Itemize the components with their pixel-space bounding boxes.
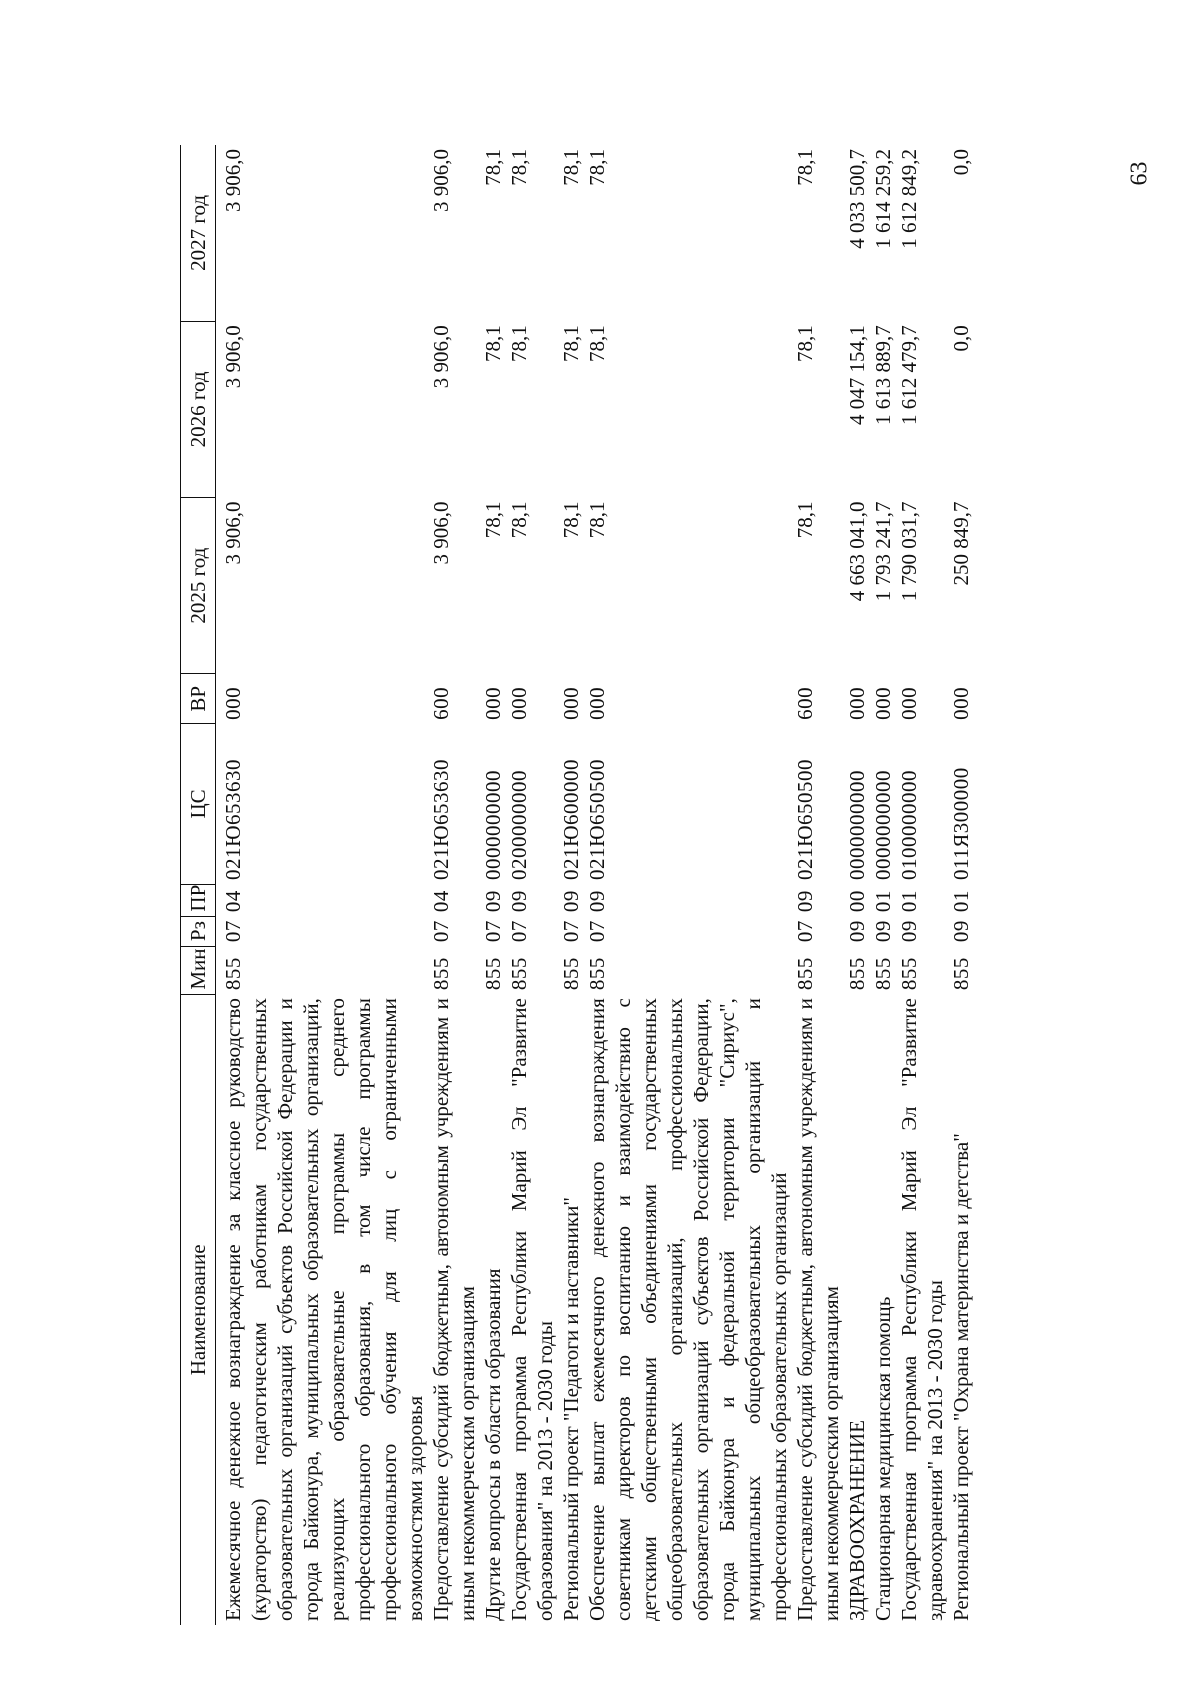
row-name: Региональный проект "Педагоги и наставники": [559, 1197, 583, 1621]
row-pr: 04: [429, 890, 453, 913]
row-rz: 07: [793, 920, 817, 943]
header-2027: 2027 год: [181, 145, 216, 321]
row-2027: 0,0: [949, 149, 973, 176]
row-rz: 09: [897, 920, 921, 943]
header-2026: 2026 год: [181, 321, 216, 497]
row-vr: 000: [507, 686, 531, 720]
row-name: Региональный проект "Охрана материнства и детства": [949, 1133, 973, 1621]
row-rz: 07: [221, 920, 245, 943]
header-2025: 2025 год: [181, 498, 216, 674]
row-name: Предоставление субсидий бюджетным, автономным учреждениям и иным некоммерческим организациям: [793, 998, 843, 1621]
row-vr: 600: [793, 686, 817, 720]
row-name: Обеспечение выплат ежемесячного денежного вознаграждения советникам директоров по воспитанию и взаимодействию с детскими общественными объединениями государственных общеобразовательных организаций, профессиональных образовательных организаций субъектов Российской Федерации, города Байконура и федеральной территории "Сириус", муниципальных общеобразовательных организаций и профессиональных образовательных организаций: [585, 998, 791, 1621]
row-cs: 0000000000: [871, 770, 895, 881]
row-2025: 78,1: [481, 501, 505, 539]
row-min: 855: [429, 957, 453, 991]
row-rz: 09: [845, 920, 869, 943]
row-2027: 3 906,0: [221, 149, 245, 212]
row-rz: 07: [559, 920, 583, 943]
row-name: Государственная программа Республики Марий Эл "Развитие здравоохранения" на 2013 - 2030 годы: [897, 998, 947, 1621]
row-2027: 78,1: [585, 149, 609, 186]
row-name: Стационарная медицинская помощь: [871, 1296, 895, 1621]
row-2027: 78,1: [559, 149, 583, 186]
row-cs: 021Ю600000: [559, 758, 583, 881]
row-vr: 000: [221, 686, 245, 720]
row-min: 855: [559, 957, 583, 991]
row-2027: 78,1: [507, 149, 531, 186]
row-2025: 3 906,0: [429, 501, 453, 565]
row-2026: 78,1: [793, 325, 817, 363]
row-vr: 000: [559, 686, 583, 720]
row-name: Другие вопросы в области образования: [481, 1268, 505, 1621]
table-row: [870, 145, 896, 1625]
row-pr: 00: [845, 890, 869, 913]
row-rz: 07: [481, 920, 505, 943]
budget-table: [180, 145, 974, 1625]
row-vr: 000: [871, 686, 895, 720]
row-cs: 0000000000: [845, 770, 869, 881]
header-pr: ПР: [181, 884, 216, 916]
header-vr: ВР: [181, 674, 216, 724]
row-name: Ежемесячное денежное вознаграждение за классное руководство (кураторство) педагогическим работникам государственных образовательных организаций субъектов Российской Федерации и города Байконура, муниципальных образовательных организаций, реализующих образовательные программы среднего профессионального образования, в том числе программы профессионального обучения для лиц с ограниченными возможностями здоровья: [221, 998, 427, 1621]
row-2026: 3 906,0: [221, 325, 245, 389]
row-rz: 07: [507, 920, 531, 943]
row-2026: 3 906,0: [429, 325, 453, 389]
row-min: 855: [845, 957, 869, 991]
row-min: 855: [221, 957, 245, 991]
header-name: Наименование: [181, 994, 216, 1625]
row-2025: 4 663 041,0: [845, 501, 869, 602]
table-row: [428, 145, 480, 1625]
table-row: [216, 145, 429, 1625]
row-min: 855: [871, 957, 895, 991]
row-cs: 0000000000: [481, 770, 505, 881]
row-rz: 07: [429, 920, 453, 943]
table-row: [948, 145, 974, 1625]
row-pr: 09: [585, 890, 609, 913]
row-2026: 0,0: [949, 325, 973, 352]
row-vr: 000: [845, 686, 869, 720]
rotated-document-sheet: [180, 65, 1200, 1625]
row-2026: 78,1: [507, 325, 531, 363]
row-pr: 01: [871, 890, 895, 913]
row-2027: 78,1: [481, 149, 505, 186]
table-header-row: [181, 145, 216, 1625]
row-2027: 1 614 259,2: [871, 149, 895, 249]
row-pr: 09: [559, 890, 583, 913]
row-2026: 1 613 889,7: [871, 325, 895, 426]
row-pr: 09: [793, 890, 817, 913]
row-vr: 000: [949, 686, 973, 720]
row-min: 855: [949, 957, 973, 991]
table-row: [844, 145, 870, 1625]
row-min: 855: [897, 957, 921, 991]
header-min: Мин: [181, 946, 216, 994]
row-cs: 021Ю653630: [429, 758, 453, 881]
row-2025: 3 906,0: [221, 501, 245, 565]
row-pr: 01: [949, 890, 973, 913]
row-2026: 78,1: [481, 325, 505, 363]
row-2026: 78,1: [585, 325, 609, 363]
row-cs: 0100000000: [897, 770, 921, 881]
row-cs: 011Я300000: [949, 767, 973, 881]
row-rz: 09: [871, 920, 895, 943]
table-row: [896, 145, 948, 1625]
row-min: 855: [481, 957, 505, 991]
table-row: [480, 145, 506, 1625]
row-pr: 04: [221, 890, 245, 913]
row-vr: 000: [897, 686, 921, 720]
row-2027: 3 906,0: [429, 149, 453, 212]
row-2027: 78,1: [793, 149, 817, 186]
row-2025: 78,1: [559, 501, 583, 539]
page-number: 63: [1126, 161, 1153, 186]
row-pr: 09: [481, 890, 505, 913]
row-pr: 09: [507, 890, 531, 913]
row-vr: 000: [481, 686, 505, 720]
row-2026: 1 612 479,7: [897, 325, 921, 426]
row-2025: 78,1: [507, 501, 531, 539]
row-vr: 000: [585, 686, 609, 720]
table-row: [506, 145, 558, 1625]
row-name: Государственная программа Республики Марий Эл "Развитие образования" на 2013 - 2030 годы: [507, 998, 557, 1621]
row-min: 855: [793, 957, 817, 991]
row-2027: 1 612 849,2: [897, 149, 921, 249]
row-cs: 021Ю650500: [585, 758, 609, 881]
row-rz: 09: [949, 920, 973, 943]
row-2025: 78,1: [793, 501, 817, 539]
row-min: 855: [507, 957, 531, 991]
row-cs: 021Ю653630: [221, 758, 245, 881]
row-2026: 4 047 154,1: [845, 325, 869, 426]
row-name: ЗДРАВООХРАНЕНИЕ: [845, 1420, 869, 1621]
row-vr: 600: [429, 686, 453, 720]
row-min: 855: [585, 957, 609, 991]
table-row: [584, 145, 792, 1625]
row-2025: 78,1: [585, 501, 609, 539]
header-rz: Рз: [181, 916, 216, 946]
row-2025: 250 849,7: [949, 501, 973, 586]
header-cs: ЦС: [181, 724, 216, 884]
row-pr: 01: [897, 890, 921, 913]
row-2025: 1 793 241,7: [871, 501, 895, 602]
row-rz: 07: [585, 920, 609, 943]
row-2025: 1 790 031,7: [897, 501, 921, 602]
table-row: [792, 145, 844, 1625]
row-name: Предоставление субсидий бюджетным, автономным учреждениям и иным некоммерческим организациям: [429, 998, 479, 1621]
row-2027: 4 033 500,7: [845, 149, 869, 249]
row-cs: 021Ю650500: [793, 758, 817, 881]
row-cs: 0200000000: [507, 770, 531, 881]
table-row: [558, 145, 584, 1625]
row-2026: 78,1: [559, 325, 583, 363]
